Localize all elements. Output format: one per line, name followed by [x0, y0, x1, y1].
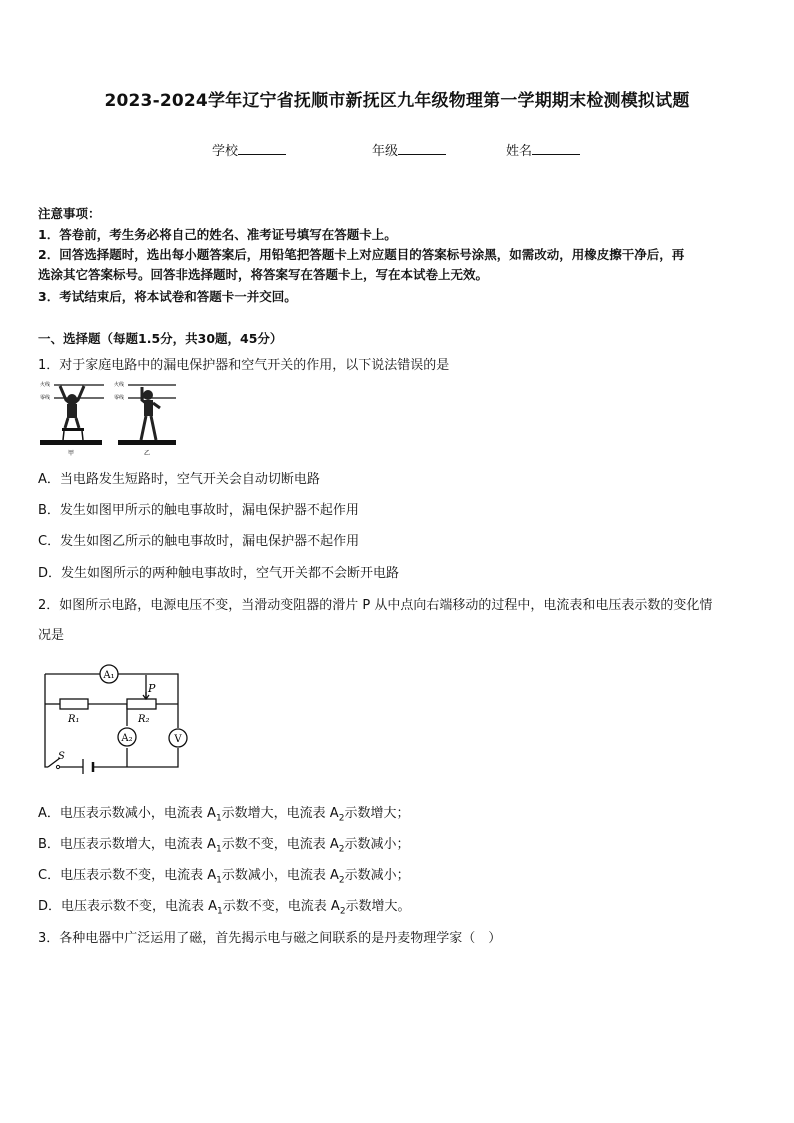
notice-heading: 注意事项：	[38, 206, 101, 221]
slider-p-label: P	[148, 682, 156, 695]
q2-option-b-sub2: 2	[338, 844, 345, 855]
q2-option-a-part3: 示数增大；	[344, 806, 410, 821]
circuit-wires	[45, 674, 178, 767]
rheostat-r2-label: R₂	[138, 714, 150, 725]
circuit-diagram	[38, 660, 190, 774]
q1-option-b: B．发生如图甲所示的触电事故时，漏电保护器不起作用	[38, 503, 359, 518]
live-wire-label-right: 火线	[114, 382, 125, 388]
q2-option-c-sub2: 2	[338, 875, 345, 886]
switch-s	[48, 751, 65, 769]
q2-option-b-part3: 示数减小；	[344, 837, 410, 852]
q2-option-b-part1: 电压表示数增大，电流表 A	[59, 837, 216, 852]
ammeter-a2	[118, 728, 136, 746]
q2-stem-line2: 况是	[38, 628, 65, 643]
person-left	[60, 386, 84, 428]
ammeter-a1	[100, 665, 118, 683]
q2-option-b-sub1: 1	[215, 844, 222, 855]
voltmeter-label: V	[174, 734, 182, 745]
shock-figure	[38, 378, 178, 456]
q2-option-d	[38, 895, 411, 917]
switch-s-label: S	[58, 751, 65, 762]
notice-item-2-cont: 选涂其它答案标号。回答非选择题时，将答案写在答题卡上，写在本试卷上无效。	[38, 267, 489, 282]
rheostat-r2	[127, 682, 156, 725]
person-right	[141, 387, 160, 440]
ammeter-a2-label: A₂	[121, 733, 133, 744]
school-label: 学校	[212, 144, 239, 159]
q3-stem: 3．各种电器中广泛运用了磁，首先揭示电与磁之间联系的是丹麦物理学家（ ）	[38, 931, 502, 946]
q1-stem: 1．对于家庭电路中的漏电保护器和空气开关的作用，以下说法错误的是	[38, 358, 450, 373]
notice-item-2: 2．回答选择题时，选出每小题答案后，用铅笔把答题卡上对应题目的答案标号涂黑，如需改动，用橡皮擦干净后，再	[38, 247, 685, 262]
school-blank	[238, 142, 286, 155]
figure-label-jia: 甲	[68, 450, 75, 456]
name-blank	[532, 142, 580, 155]
name-label: 姓名	[506, 144, 533, 159]
q2-option-c-part3: 示数减小；	[344, 868, 410, 883]
resistor-r1	[60, 699, 88, 725]
q2-option-d-part3: 示数增大。	[345, 899, 411, 914]
q2-option-b-part2: 示数不变，电流表 A	[221, 837, 339, 852]
q2-option-c-sub1: 1	[216, 875, 222, 886]
grade-label: 年级	[372, 144, 399, 159]
notice-item-3: 3．考试结束后，将本试卷和答题卡一并交回。	[38, 289, 297, 304]
q2-option-a-part1: 电压表示数减小，电流表 A	[59, 806, 216, 821]
resistor-r1-label: R₁	[68, 714, 80, 725]
q1-option-d: D．发生如图所示的两种触电事故时，空气开关都不会断开电路	[38, 566, 400, 581]
section-heading: 一、选择题（每题1.5分，共30题，45分）	[38, 331, 283, 346]
q2-option-b-label: B．	[38, 837, 60, 852]
figure-label-yi: 乙	[144, 450, 151, 456]
q2-option-d-part1: 电压表示数不变，电流表 A	[61, 899, 218, 914]
q2-option-b	[38, 833, 409, 855]
name-field	[506, 140, 580, 159]
q2-option-d-label: D．	[38, 899, 62, 914]
q2-option-a-sub2: 2	[338, 813, 345, 824]
q2-option-c	[38, 864, 410, 886]
q1-option-c: C．发生如图乙所示的触电事故时，漏电保护器不起作用	[38, 534, 360, 549]
q2-stem-line1: 2．如图所示电路，电源电压不变，当滑动变阻器的滑片 P 从中点向右端移动的过程中，电流表和电压表示数的变化情	[38, 598, 713, 613]
q2-option-d-part2: 示数不变，电流表 A	[222, 899, 340, 914]
neutral-wire-label-left: 零线	[40, 395, 51, 401]
q2-option-a-part2: 示数增大，电流表 A	[221, 806, 339, 821]
floor-left	[40, 440, 102, 445]
page-title: 2023-2024学年辽宁省抚顺市新抚区九年级物理第一学期期末检测模拟试题	[104, 91, 690, 111]
q2-option-c-part2: 示数减小，电流表 A	[221, 868, 339, 883]
ammeter-a1-label: A₁	[103, 670, 115, 681]
q2-option-d-sub2: 2	[339, 906, 346, 917]
notice-item-1: 1．答卷前，考生务必将自己的姓名、准考证号填写在答题卡上。	[38, 227, 397, 242]
q2-option-d-sub1: 1	[217, 906, 223, 917]
q2-option-c-part1: 电压表示数不变，电流表 A	[60, 868, 217, 883]
school-field	[212, 140, 286, 159]
voltmeter	[169, 729, 187, 747]
q2-option-a	[38, 802, 409, 824]
battery	[83, 759, 93, 774]
neutral-wire-label-right: 零线	[114, 395, 125, 401]
grade-field	[372, 140, 446, 159]
floor-right	[118, 440, 176, 445]
grade-blank	[398, 142, 446, 155]
q2-option-a-label: A．	[38, 806, 60, 821]
insulating-stool	[62, 428, 84, 440]
q2-option-a-sub1: 1	[215, 813, 222, 824]
q1-option-a: A．当电路发生短路时，空气开关会自动切断电路	[38, 472, 320, 487]
live-wire-label-left: 火线	[40, 382, 51, 388]
q2-option-c-label: C．	[38, 868, 61, 883]
